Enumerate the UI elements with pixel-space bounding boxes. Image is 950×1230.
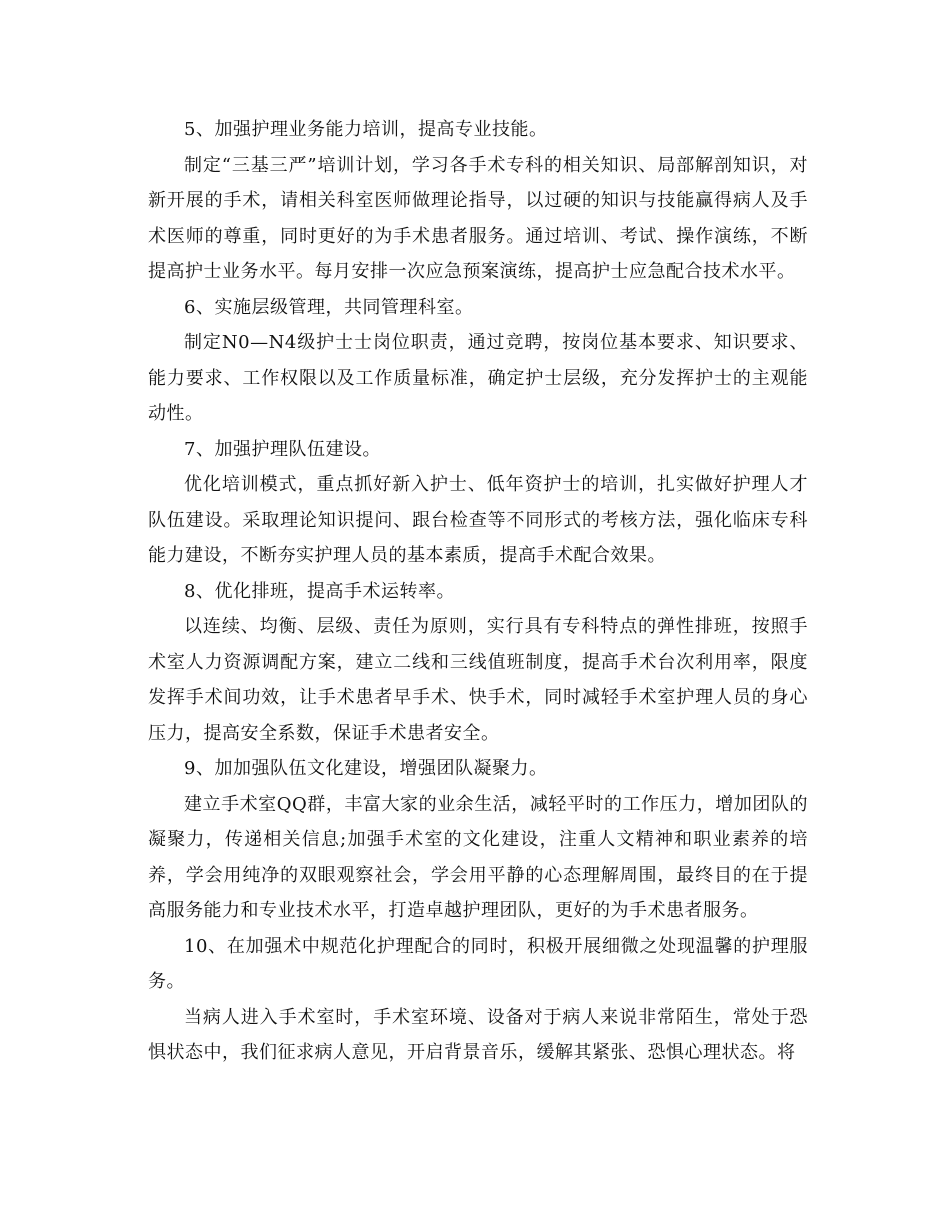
section-heading-9: 9、加加强队伍文化建设，增强团队凝聚力。 bbox=[184, 758, 548, 779]
section-heading-6: 6、实施层级管理，共同管理科室。 bbox=[184, 296, 474, 318]
body-paragraph: 制定“三基三严”培训计划，学习各手术专科的相关知识、局部解剖知识，对新开展的手术，请相关科室医师做理论指导，以过硬的知识与技能赢得病人及手术医师的尊重，同时更好的为手术患者服务。通过培训、考试、操作演练，不断提高护士业务水平。每月安排一次应急预案演练，提高护士应急配合技术水平。 bbox=[148, 154, 808, 282]
body-paragraph: 建立手术室QQ群，丰富大家的业余生活，减轻平时的工作压力，增加团队的凝聚力，传递相关信息;加强手术室的文化建设，注重人文精神和职业素养的培养，学会用纯净的双眼观察社会，学会用平静的心态理解周围，最终目的在于提高服务能力和专业技术水平，打造卓越护理团队，更好的为手术患者服务。 bbox=[148, 793, 808, 921]
body-paragraph: 当病人进入手术室时，手术室环境、设备对于病人来说非常陌生，常处于恐惧状态中，我们征求病人意见，开启背景音乐，缓解其紧张、恐惧心理状态。将 bbox=[148, 1006, 808, 1063]
section-heading-7: 7、加强护理队伍建设。 bbox=[184, 438, 381, 460]
body-paragraph: 以连续、均衡、层级、责任为原则，实行具有专科特点的弹性排班，按照手术室人力资源调配方案，建立二线和三线值班制度，提高手术台次利用率，限度发挥手术间功效，让手术患者早手术、快手术，同时减轻手术室护理人员的身心压力，提高安全系数，保证手术患者安全。 bbox=[148, 616, 808, 744]
section-heading-5: 5、加强护理业务能力培训，提高专业技能。 bbox=[184, 119, 548, 140]
section-heading-8: 8、优化排班，提高手术运转率。 bbox=[184, 580, 455, 602]
section-heading-10: 10、在加强术中规范化护理配合的同时，积极开展细微之处现温馨的护理服务。 bbox=[148, 935, 808, 992]
body-paragraph: 优化培训模式，重点抓好新入护士、低年资护士的培训，扎实做好护理人才队伍建设。采取理论知识提问、跟台检查等不同形式的考核方法，强化临床专科能力建设，不断夯实护理人员的基本素质，提高手术配合效果。 bbox=[148, 474, 808, 566]
body-paragraph: 制定N0—N4级护士士岗位职责，通过竞聘，按岗位基本要求、知识要求、能力要求、工作权限以及工作质量标准，确定护士层级，充分发挥护士的主观能动性。 bbox=[148, 332, 808, 424]
document-body bbox=[148, 112, 808, 1071]
